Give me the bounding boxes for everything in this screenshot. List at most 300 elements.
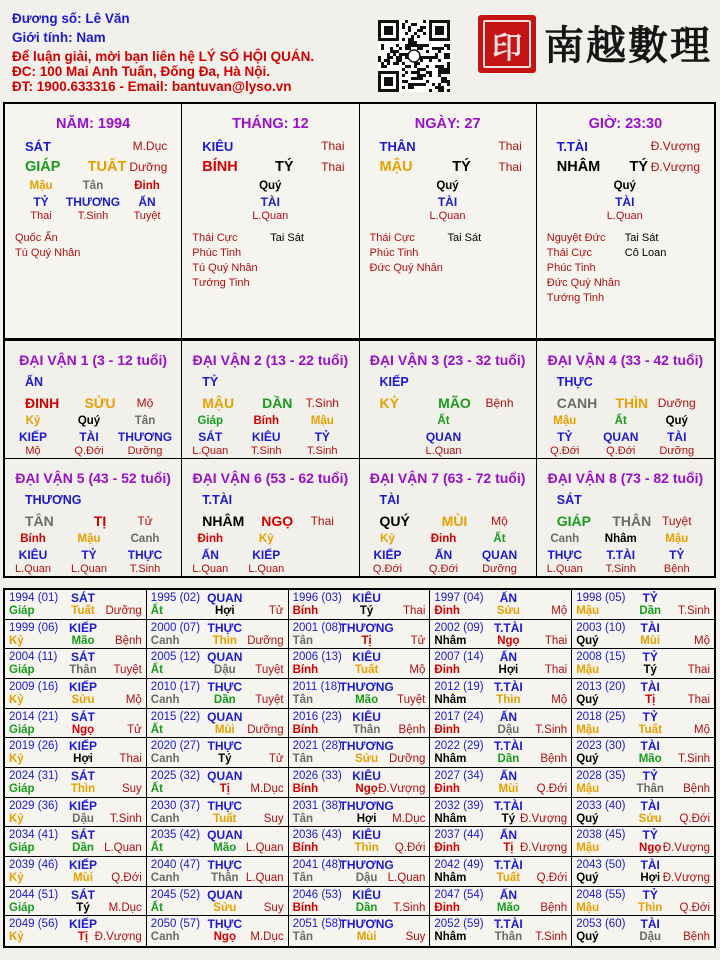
year-phase: Mộ (409, 664, 426, 677)
hidden-stem-phase: T.Sinh (306, 445, 338, 457)
year-label: 2008 (15) (576, 651, 626, 664)
special-star: Cô Loan (624, 247, 667, 259)
year-cell[interactable] (430, 798, 572, 828)
year-branch: Tuất (638, 723, 662, 736)
pillar-branch-phase: Dưỡng (129, 160, 168, 174)
year-cell[interactable] (147, 916, 289, 946)
hidden-stem: Canh (130, 533, 160, 545)
year-branch: Mùi (498, 782, 519, 795)
year-stem: Quý (576, 634, 599, 647)
year-label: 1997 (04) (434, 592, 484, 604)
year-branch: Mùi (356, 931, 377, 944)
year-branch: Ngọ (213, 931, 236, 944)
year-ten-god: TÀI (640, 798, 660, 813)
hidden-stem-phase: Mộ (25, 445, 41, 457)
hidden-stem: Canh (550, 533, 580, 545)
year-phase: Dưỡng (389, 753, 426, 766)
year-cell[interactable] (572, 916, 714, 946)
decade-branch-phase: Mộ (136, 396, 154, 410)
year-phase: T.Sinh (109, 812, 142, 825)
hidden-stem: Quý (77, 415, 101, 427)
decade-ten-god: T.TÀI (202, 493, 233, 507)
year-label: 2029 (36) (9, 799, 59, 812)
year-ten-god: THỰC (207, 679, 243, 694)
year-cell[interactable] (289, 916, 431, 946)
decade-title: ĐẠI VẬN 6 (53 - 62 tuổi) (192, 470, 349, 486)
year-label: 2049 (56) (9, 918, 59, 931)
decade-title: ĐẠI VẬN 5 (43 - 52 tuổi) (15, 470, 171, 486)
year-cell[interactable] (430, 827, 572, 857)
header (0, 0, 720, 102)
hidden-stem-god: T.TÀI (606, 548, 636, 562)
year-branch: Ngọ (355, 782, 378, 795)
year-branch: Sửu (71, 693, 95, 706)
hidden-stem-god: TÀI (667, 430, 687, 444)
hidden-stem-god: TỶ (81, 548, 97, 562)
year-cell[interactable] (289, 887, 431, 917)
hidden-stem: Nhâm (604, 533, 637, 545)
year-stem: Tân (292, 693, 314, 706)
year-stem: Quý (576, 931, 599, 944)
year-phase: Đ.Vượng (662, 871, 710, 884)
year-phase: T.Sinh (393, 901, 426, 914)
year-cell[interactable] (147, 679, 289, 709)
year-stem: Ất (150, 664, 163, 677)
year-cell[interactable] (5, 590, 147, 620)
year-branch: Dậu (355, 871, 378, 884)
year-cell[interactable] (430, 857, 572, 887)
hidden-stem: Quý (613, 180, 636, 192)
year-phase: L.Quan (245, 842, 284, 855)
year-stem: Ất (150, 723, 163, 736)
year-cell[interactable] (572, 857, 714, 887)
year-cell[interactable] (5, 738, 147, 768)
year-phase: Q.Đới (679, 812, 710, 825)
year-ten-god: T.TÀI (494, 739, 523, 754)
year-label: 2014 (21) (9, 710, 59, 723)
year-cell[interactable] (572, 768, 714, 798)
year-ten-god: ẤN (499, 650, 518, 665)
year-stem: Bính (292, 842, 319, 855)
hidden-stem-god: TỶ (669, 548, 685, 562)
year-branch: Mão (638, 753, 662, 766)
year-phase: Dưỡng (247, 723, 284, 736)
year-cell[interactable] (147, 827, 289, 857)
year-ten-god: QUAN (207, 591, 243, 605)
year-cell[interactable] (289, 768, 431, 798)
year-branch: Sửu (638, 812, 662, 825)
year-stem: Kỷ (9, 753, 24, 766)
year-cell[interactable] (430, 620, 572, 650)
year-stem: Nhâm (434, 753, 467, 766)
year-cell[interactable] (572, 620, 714, 650)
pillar-stem-phase: Thai (321, 139, 345, 153)
hidden-stem-phase: L.Quan (606, 210, 643, 222)
year-phase: Bệnh (540, 753, 568, 766)
year-cell[interactable] (5, 798, 147, 828)
year-label: 2020 (27) (150, 740, 201, 753)
year-phase: Đ.Vượng (378, 782, 426, 795)
decade-cell[interactable] (182, 458, 359, 576)
hidden-stem-phase: L.Quan (248, 563, 285, 575)
year-phase: Tuyệt (113, 664, 142, 677)
pillar-ten-god: SÁT (25, 139, 51, 154)
year-stem: Giáp (9, 901, 35, 914)
year-ten-god: KIẾP (68, 798, 98, 813)
year-cell[interactable] (430, 916, 572, 946)
year-ten-god: QUAN (207, 709, 243, 724)
hidden-stem: Ất (437, 415, 450, 427)
year-label: 2047 (54) (434, 888, 484, 901)
decade-branch-phase: Bệnh (485, 396, 514, 410)
year-cell[interactable] (5, 709, 147, 739)
year-stem: Nhâm (434, 634, 467, 647)
year-stem: Canh (150, 693, 180, 706)
contact-invite: Để luận giải, mời bạn liên hệ LÝ SỐ HỘI QUÁN. (12, 49, 315, 64)
year-ten-god: TỶ (642, 591, 658, 605)
hidden-stem-god: THỰC (127, 548, 163, 562)
year-cell[interactable] (147, 738, 289, 768)
year-ten-god: QUAN (207, 650, 243, 665)
year-stem: Canh (150, 871, 180, 884)
year-stem: Nhâm (434, 871, 467, 884)
year-label: 2002 (09) (434, 621, 484, 634)
year-cell[interactable] (572, 738, 714, 768)
year-phase: Thai (687, 693, 710, 706)
year-stem: Ất (150, 782, 163, 795)
year-ten-god: ẤN (499, 768, 518, 783)
special-star: Tai Sát (270, 232, 304, 244)
year-ten-god: THƯƠNG (339, 739, 394, 754)
hidden-stem: Kỷ (380, 533, 395, 545)
year-ten-god: KIẾP (68, 620, 98, 635)
hidden-stem: Bính (253, 415, 280, 427)
decade-cell[interactable] (182, 340, 359, 458)
hidden-stem-god: KIÊU (18, 548, 48, 562)
year-ten-god: KIÊU (352, 768, 381, 783)
year-phase: T.Sinh (535, 723, 568, 736)
year-cell[interactable] (5, 620, 147, 650)
year-phase: Tử (268, 605, 284, 617)
year-cell[interactable] (289, 857, 431, 887)
year-label: 2051 (58) (292, 918, 342, 931)
year-cell[interactable] (5, 679, 147, 709)
special-star: Tú Quý Nhân (15, 247, 81, 259)
year-branch: Mão (71, 634, 95, 647)
year-phase: Suy (263, 901, 284, 914)
year-branch: Thân (494, 931, 523, 944)
hidden-stem-phase: Q.Đới (74, 445, 104, 457)
year-cell[interactable] (289, 709, 431, 739)
decade-title: ĐẠI VẬN 1 (3 - 12 tuổi) (19, 352, 168, 368)
year-cell[interactable] (572, 649, 714, 679)
decade-branch-phase: Tuyệt (661, 514, 692, 528)
year-cell[interactable] (572, 679, 714, 709)
year-phase: Suy (263, 812, 284, 825)
year-cell[interactable] (289, 798, 431, 828)
red-seal-stamp-icon: 印 (478, 15, 536, 73)
decade-earthly-branch: MÙI (441, 513, 468, 529)
year-cell[interactable] (430, 709, 572, 739)
year-label: 2004 (11) (9, 651, 58, 664)
year-label: 2037 (44) (434, 829, 484, 842)
year-label: 2011 (18) (292, 680, 341, 693)
pillar-title: GIỜ: 23:30 (588, 116, 663, 132)
year-phase: M.Dục (250, 782, 284, 795)
year-stem: Quý (576, 812, 599, 825)
year-phase: Đ.Vượng (94, 931, 142, 944)
year-label: 1996 (03) (292, 592, 342, 604)
hidden-stem-phase: L.Quan (546, 563, 583, 575)
year-stem: Đinh (434, 605, 460, 617)
year-stem: Mậu (576, 605, 600, 617)
year-ten-god: THỰC (207, 620, 243, 635)
year-stem: Canh (150, 812, 180, 825)
pillar-title: NĂM: 1994 (56, 116, 131, 132)
year-ten-god: THỰC (207, 857, 243, 872)
year-ten-god: T.TÀI (494, 679, 523, 694)
year-cell[interactable] (430, 768, 572, 798)
year-ten-god: THỰC (207, 798, 243, 813)
year-stem: Giáp (9, 605, 35, 617)
year-cell[interactable] (147, 620, 289, 650)
year-phase: Mộ (551, 605, 568, 617)
year-ten-god: KIÊU (352, 650, 381, 665)
decade-cell[interactable] (5, 340, 182, 458)
year-label: 2001 (08) (292, 621, 342, 634)
year-phase: Tuyệt (255, 664, 284, 677)
year-cell[interactable] (289, 620, 431, 650)
decade-earthly-branch: DẦN (262, 395, 293, 411)
year-cell[interactable] (430, 887, 572, 917)
hidden-stem-phase: T.Sinh (77, 210, 109, 222)
pillar-stem-phase: M.Dục (132, 139, 168, 153)
year-cell[interactable] (147, 887, 289, 917)
hidden-stem-god: QUAN (603, 430, 639, 444)
year-branch: Tý (218, 753, 232, 766)
decade-heavenly-stem: NHÂM (202, 513, 245, 529)
year-cell[interactable] (572, 798, 714, 828)
year-stem: Giáp (9, 842, 35, 855)
decade-heavenly-stem: GIÁP (556, 513, 591, 529)
pillar-ten-god: THÂN (379, 139, 416, 154)
year-cell[interactable] (289, 738, 431, 768)
hidden-stem-phase: Dưỡng (482, 563, 517, 575)
year-ten-god: KIẾP (68, 917, 98, 932)
year-cell[interactable] (430, 738, 572, 768)
year-phase: Suy (405, 931, 426, 944)
hidden-stem: Quý (259, 180, 282, 192)
year-label: 2019 (26) (9, 740, 59, 753)
year-cell[interactable] (430, 679, 572, 709)
hidden-stem-god: KIÊU (251, 430, 281, 444)
year-cell[interactable] (572, 709, 714, 739)
year-branch: Ngọ (71, 723, 95, 736)
year-stem: Mậu (576, 723, 600, 736)
year-ten-god: TÀI (640, 739, 660, 754)
year-cell[interactable] (572, 887, 714, 917)
year-branch: Tị (219, 782, 230, 795)
year-ten-god: THƯƠNG (339, 798, 394, 813)
pillar-stem-phase: Thai (498, 139, 522, 153)
year-cell[interactable] (147, 709, 289, 739)
year-phase: Dưỡng (247, 634, 284, 647)
year-phase: Tử (268, 753, 284, 766)
special-star: Phúc Tinh (192, 247, 242, 259)
year-ten-god: SÁT (71, 828, 95, 843)
decade-cell[interactable] (537, 340, 714, 458)
decade-heavenly-stem: ĐINH (25, 395, 60, 411)
year-cell[interactable] (147, 798, 289, 828)
decade-title: ĐẠI VẬN 7 (63 - 72 tuổi) (369, 470, 526, 486)
hidden-stem-god: TỶ (314, 430, 330, 444)
hidden-stem-phase: Dưỡng (659, 445, 695, 457)
year-stem: Đinh (434, 901, 460, 914)
hidden-stem: Quý (436, 180, 459, 192)
year-label: 2015 (22) (150, 710, 201, 723)
decade-branch-phase: Dưỡng (657, 396, 696, 410)
year-stem: Mậu (576, 901, 600, 914)
year-cell[interactable] (147, 857, 289, 887)
hidden-stem: Giáp (197, 415, 224, 427)
year-branch: Mùi (73, 871, 93, 884)
hidden-stem-god: THƯƠNG (117, 430, 173, 444)
decade-heavenly-stem: MẬU (202, 395, 235, 411)
pillar-branch-phase: Đ.Vượng (650, 160, 700, 174)
year-ten-god: THỰC (207, 739, 243, 754)
hidden-stem-phase: T.Sinh (605, 563, 637, 575)
year-phase: Đ.Vượng (519, 842, 568, 855)
year-phase: M.Dục (250, 931, 284, 944)
decade-ten-god: KIẾP (379, 375, 409, 389)
year-cell[interactable] (572, 827, 714, 857)
decade-ten-god: TÀI (379, 493, 400, 507)
decade-cycles-table (3, 340, 716, 578)
four-pillars-table (3, 102, 716, 340)
decade-branch-phase: Mộ (491, 514, 508, 528)
year-cell[interactable] (5, 857, 147, 887)
special-star: Đức Quý Nhân (369, 262, 443, 274)
year-label: 2017 (24) (434, 710, 484, 723)
year-stem: Bính (292, 901, 319, 914)
year-cell[interactable] (5, 887, 147, 917)
year-phase: Thai (119, 753, 142, 766)
decade-heavenly-stem: KỶ (379, 395, 399, 411)
hidden-stem: Mậu (29, 180, 53, 192)
year-ten-god: QUAN (207, 887, 243, 902)
owner-name: Đương số: Lê Văn (12, 11, 130, 26)
pillar-title: THÁNG: 12 (232, 116, 309, 132)
special-star: Quốc Ấn (15, 232, 58, 244)
year-phase: Bệnh (398, 723, 426, 736)
year-ten-god: T.TÀI (494, 917, 523, 932)
year-branch: Sửu (213, 901, 237, 914)
hidden-stem: Tân (134, 415, 156, 427)
year-branch: Dậu (497, 723, 520, 736)
year-label: 2027 (34) (434, 769, 484, 782)
decade-cell[interactable] (5, 458, 182, 576)
year-cell[interactable] (289, 590, 431, 620)
special-star: Thái Cực (546, 247, 593, 259)
year-cell[interactable] (5, 649, 147, 679)
year-cell[interactable] (5, 768, 147, 798)
year-branch: Mão (355, 693, 379, 706)
qr-code-icon[interactable] (378, 20, 450, 92)
year-phase: Bệnh (114, 634, 142, 647)
pillar-title: NGÀY: 27 (414, 116, 481, 132)
decade-ten-god: SÁT (556, 493, 582, 507)
year-branch: Ngọ (497, 634, 520, 647)
year-label: 2031 (38) (292, 799, 342, 812)
hidden-stem-god: TÀI (615, 195, 635, 209)
decade-cell[interactable] (360, 458, 537, 576)
hidden-stem-god: ẤN (138, 195, 156, 209)
decade-ten-god: TỶ (202, 375, 219, 389)
special-star: Nguyệt Đức (546, 232, 606, 244)
year-branch: Tý (643, 664, 657, 677)
hidden-stem-god: SÁT (198, 430, 223, 444)
pillar-ten-god: T.TÀI (556, 139, 588, 154)
year-stem: Kỷ (9, 812, 24, 825)
year-label: 2003 (10) (576, 621, 626, 634)
year-stem: Tân (292, 753, 314, 766)
year-label: 2040 (47) (150, 858, 201, 871)
year-stem: Tân (292, 812, 314, 825)
year-stem: Nhâm (434, 812, 467, 825)
year-branch: Thìn (212, 634, 237, 647)
year-phase: L.Quan (387, 871, 426, 884)
year-branch: Hợi (73, 753, 93, 766)
year-phase: Mộ (694, 723, 710, 736)
year-phase: M.Dục (392, 812, 426, 825)
year-cell[interactable] (5, 827, 147, 857)
year-cell[interactable] (430, 590, 572, 620)
year-phase: Tuyệt (397, 693, 426, 706)
year-cell[interactable] (147, 649, 289, 679)
year-phase: Mộ (551, 693, 568, 706)
year-label: 2025 (32) (150, 769, 201, 782)
year-branch: Thân (69, 664, 97, 677)
hidden-stem-god: TỶ (33, 195, 49, 209)
year-cell[interactable] (147, 590, 289, 620)
decade-cell[interactable] (537, 458, 714, 576)
year-stem: Ất (150, 842, 163, 855)
year-branch: Dậu (72, 812, 94, 825)
decade-cell[interactable] (360, 340, 537, 458)
year-ten-god: TÀI (640, 620, 660, 635)
year-stem: Đinh (434, 723, 460, 736)
year-cell[interactable] (289, 649, 431, 679)
year-ten-god: ẤN (499, 591, 518, 605)
year-label: 2010 (17) (150, 680, 201, 693)
year-stem: Mậu (576, 664, 600, 677)
year-branch: Dần (639, 605, 662, 617)
year-ten-god: KIÊU (352, 591, 381, 605)
year-phase: Thai (687, 664, 710, 677)
year-cell[interactable] (289, 679, 431, 709)
special-star: Tướng Tinh (546, 292, 605, 304)
decade-title: ĐẠI VẬN 2 (13 - 22 tuổi) (192, 352, 349, 368)
year-cell[interactable] (289, 827, 431, 857)
hidden-stem-god: TÀI (260, 195, 280, 209)
year-cell[interactable] (5, 916, 147, 946)
year-cell[interactable] (430, 649, 572, 679)
year-stem: Ất (150, 901, 163, 914)
year-cell[interactable] (147, 768, 289, 798)
year-label: 2012 (19) (434, 680, 484, 693)
year-cell[interactable] (572, 590, 714, 620)
year-label: 2041 (48) (292, 858, 342, 871)
